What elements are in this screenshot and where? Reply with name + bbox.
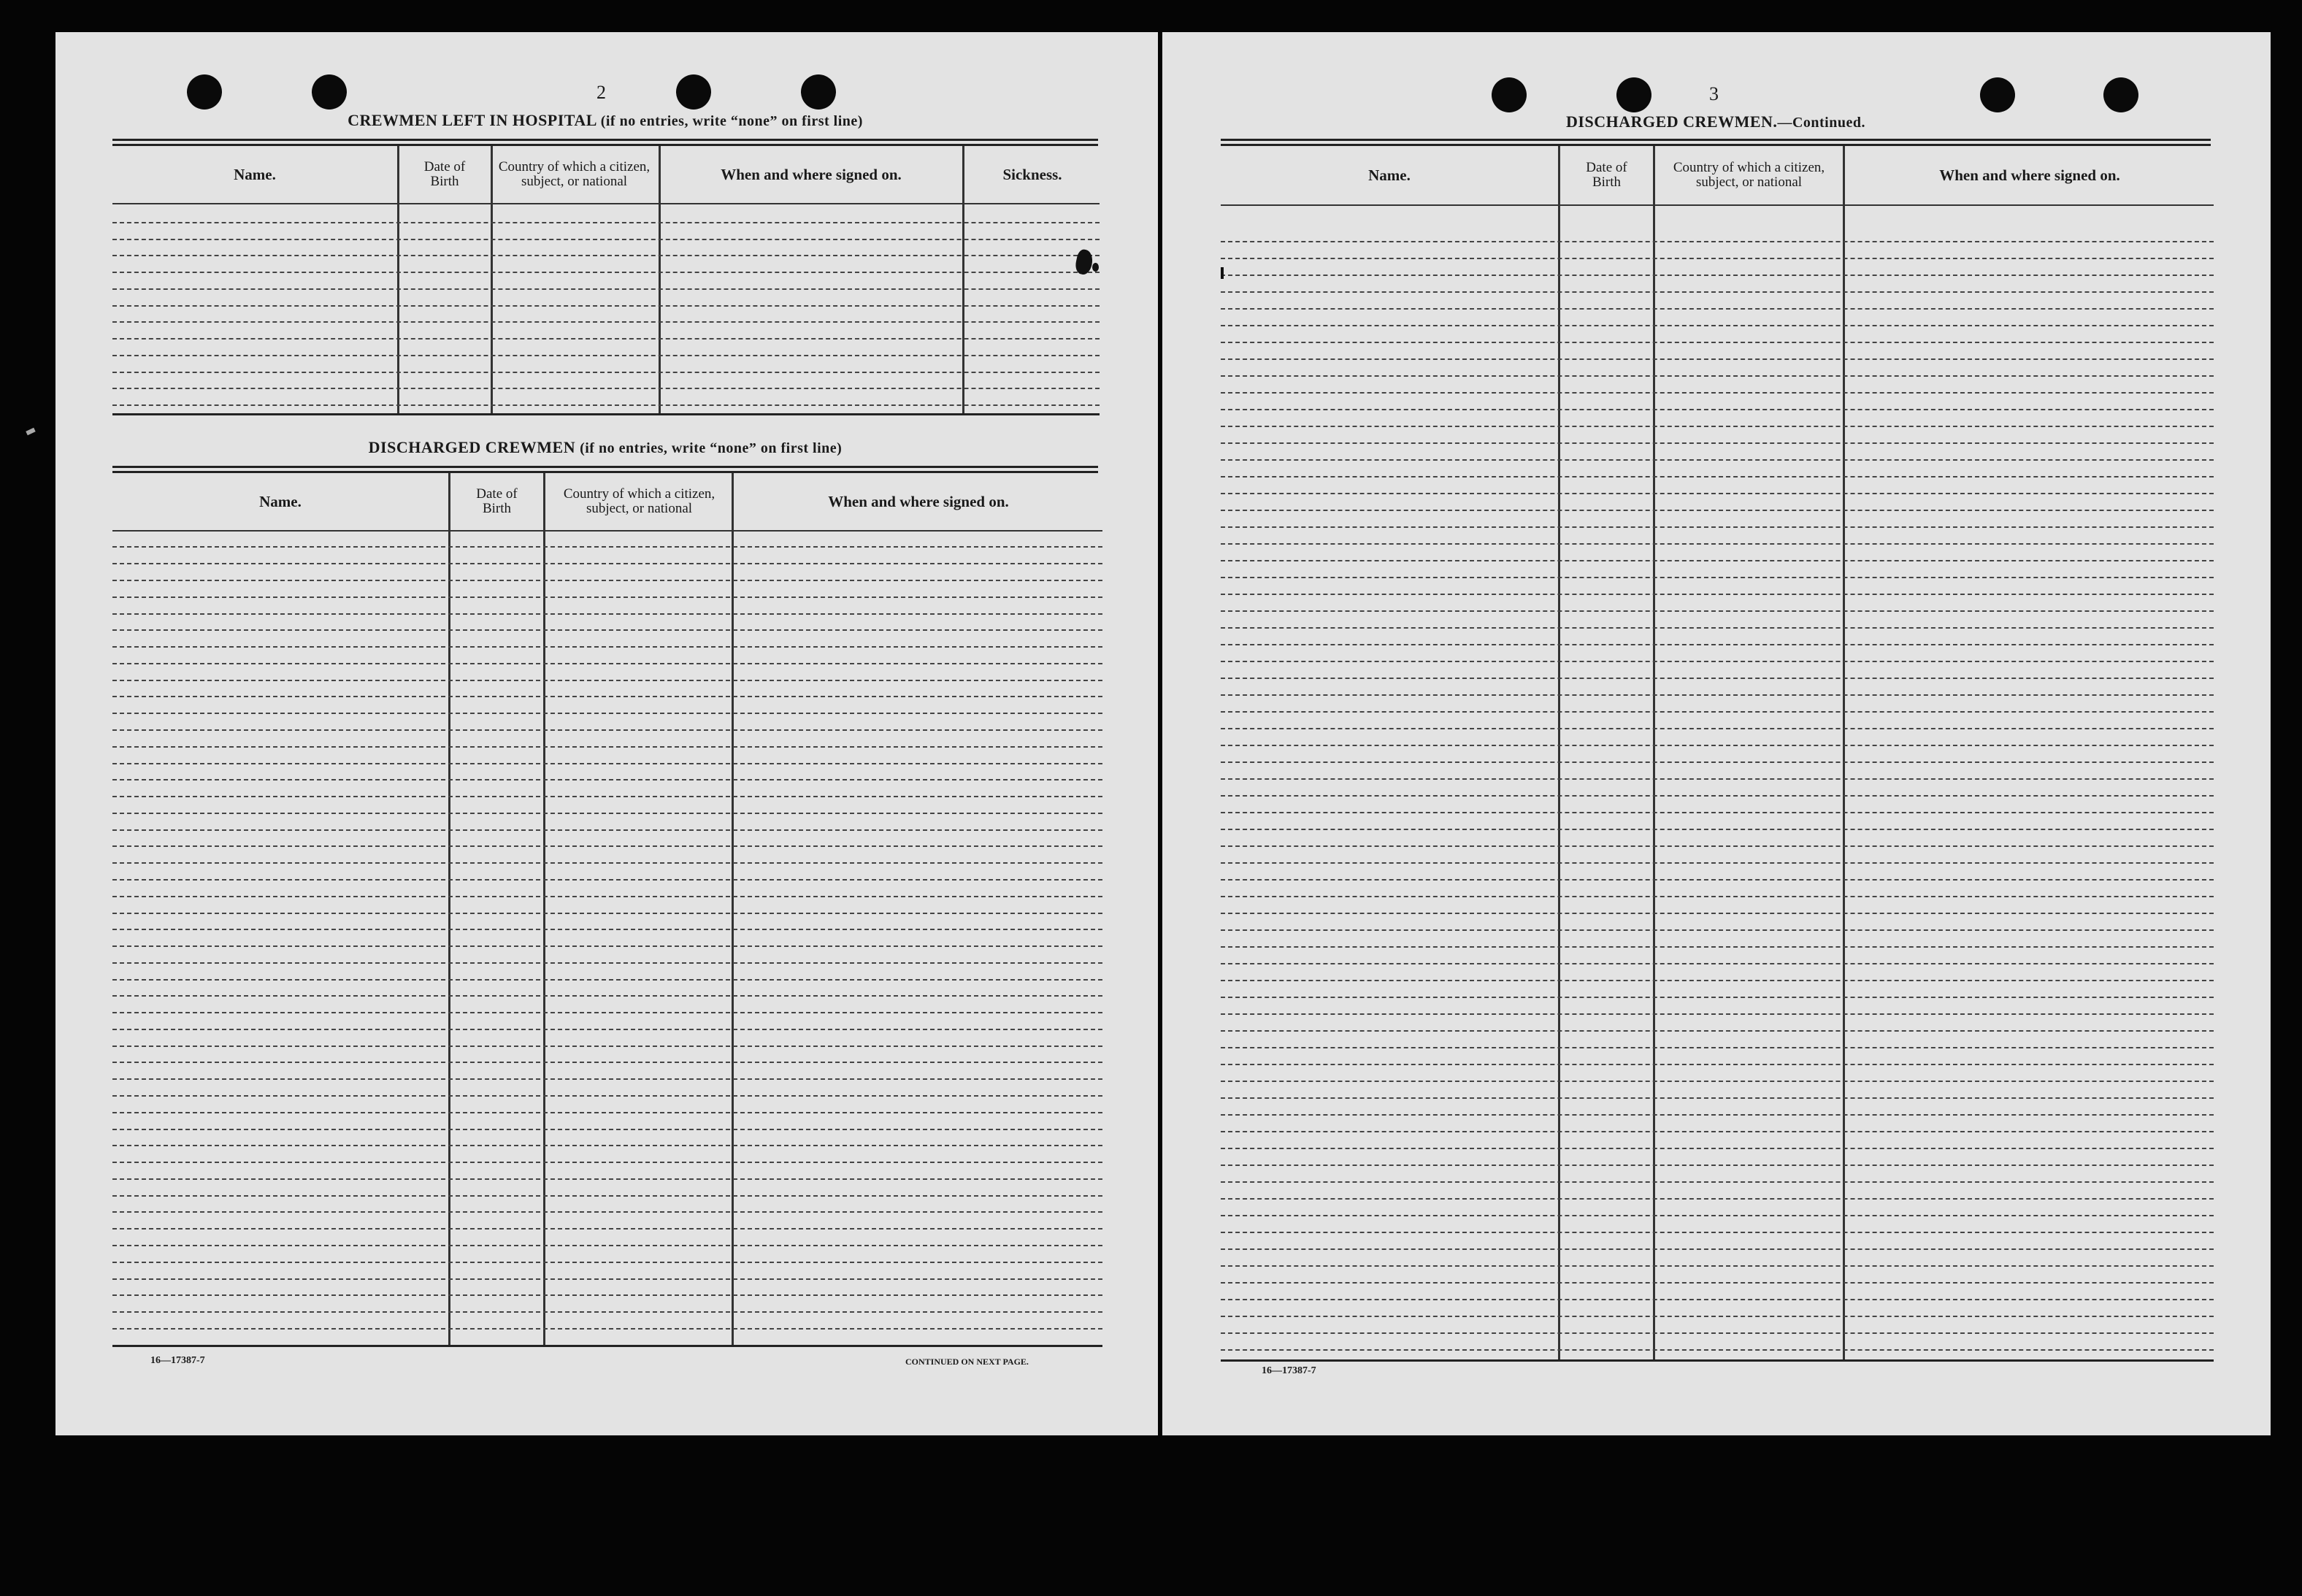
table-row[interactable] — [112, 829, 1102, 831]
table-row[interactable] — [112, 239, 1100, 240]
table-row[interactable] — [112, 404, 1100, 406]
table-row[interactable] — [112, 255, 1100, 256]
table-row[interactable] — [1221, 1165, 2214, 1166]
table-row[interactable] — [112, 321, 1100, 323]
hospital-title: CREWMEN LEFT IN HOSPITAL — [348, 111, 596, 129]
table-row[interactable] — [1221, 661, 2214, 662]
table-row[interactable] — [1221, 1232, 2214, 1233]
table-row[interactable] — [112, 546, 1102, 548]
table-row[interactable] — [1221, 627, 2214, 629]
double-rule — [112, 139, 1098, 146]
discharged-instruction: (if no entries, write “none” on first line) — [580, 440, 843, 456]
table-row[interactable] — [112, 680, 1102, 681]
table-row[interactable] — [1221, 1148, 2214, 1149]
table-row[interactable] — [112, 1294, 1102, 1296]
table-row[interactable] — [1221, 510, 2214, 511]
table-row[interactable] — [112, 962, 1102, 964]
table-row[interactable] — [112, 1195, 1102, 1197]
table-row[interactable] — [112, 338, 1100, 339]
continued-suffix: —Continued. — [1777, 115, 1865, 131]
discharged-continued-title: DISCHARGED CREWMEN. — [1566, 112, 1778, 131]
table-row[interactable] — [1221, 1198, 2214, 1200]
column-header-name: Name. — [1368, 166, 1411, 184]
table-row[interactable] — [1221, 560, 2214, 561]
table-row[interactable] — [1221, 526, 2214, 528]
table-row[interactable] — [112, 1178, 1102, 1180]
hospital-instruction: (if no entries, write “none” on first line) — [600, 113, 863, 129]
table-row[interactable] — [112, 1078, 1102, 1080]
table-row[interactable] — [1221, 795, 2214, 797]
punch-hole — [312, 74, 347, 110]
table-row[interactable] — [1221, 761, 2214, 763]
table-row[interactable] — [1221, 325, 2214, 326]
column-header-country: Country of which a citizen, subject, or national — [498, 159, 651, 189]
table-row[interactable] — [1221, 644, 2214, 645]
table-row[interactable] — [1221, 1282, 2214, 1284]
punch-hole — [676, 74, 711, 110]
column-header-date-of-birth: Date of Birth — [476, 486, 518, 516]
table-row[interactable] — [112, 929, 1102, 930]
table-row[interactable] — [1221, 1097, 2214, 1099]
table-row[interactable] — [112, 779, 1102, 780]
table-row[interactable] — [1221, 778, 2214, 780]
column-header-date-of-birth: Date of Birth — [1586, 160, 1627, 190]
table-row[interactable] — [1221, 1265, 2214, 1267]
table-row[interactable] — [112, 813, 1102, 814]
table-row[interactable] — [1221, 711, 2214, 713]
table-row[interactable] — [1221, 1131, 2214, 1132]
table-row[interactable] — [1221, 1013, 2214, 1015]
table-row[interactable] — [112, 596, 1102, 598]
table-row[interactable] — [1221, 308, 2214, 310]
punch-hole — [1980, 77, 2015, 112]
table-row[interactable] — [1221, 997, 2214, 998]
table-row[interactable] — [1221, 1064, 2214, 1065]
table-row[interactable] — [1221, 1349, 2214, 1351]
table-row[interactable] — [1221, 291, 2214, 293]
table-bottom-rule — [112, 413, 1100, 415]
table-row[interactable] — [1221, 1181, 2214, 1183]
punch-hole — [2103, 77, 2138, 112]
table-row[interactable] — [1221, 913, 2214, 914]
page-number: 2 — [596, 82, 606, 103]
table-row[interactable] — [112, 1311, 1102, 1313]
section-title-discharged-continued — [1221, 112, 2211, 131]
table-bottom-rule — [1221, 1359, 2214, 1362]
double-rule — [112, 466, 1098, 473]
table-row[interactable] — [1221, 1030, 2214, 1032]
table-row[interactable] — [1221, 896, 2214, 897]
table-row[interactable] — [1221, 1114, 2214, 1116]
table-row[interactable] — [1221, 980, 2214, 981]
table-bottom-rule — [112, 1345, 1102, 1347]
column-header-name: Name. — [234, 165, 276, 183]
table-row[interactable] — [1221, 610, 2214, 612]
table-row[interactable] — [112, 862, 1102, 864]
table-row[interactable] — [112, 1129, 1102, 1130]
table-row[interactable] — [112, 879, 1102, 881]
table-row[interactable] — [1221, 342, 2214, 343]
table-row[interactable] — [1221, 358, 2214, 360]
hospital-table — [112, 146, 1100, 415]
table-row[interactable] — [1221, 745, 2214, 746]
table-row[interactable] — [112, 896, 1102, 897]
table-row[interactable] — [1221, 476, 2214, 477]
table-row[interactable] — [112, 979, 1102, 981]
table-row[interactable] — [112, 995, 1102, 997]
table-row[interactable] — [112, 713, 1102, 714]
page-number: 3 — [1709, 83, 1719, 104]
column-header-signed-on: When and where signed on. — [721, 165, 902, 183]
table-row[interactable] — [1221, 963, 2214, 964]
table-row[interactable] — [112, 355, 1100, 356]
table-row[interactable] — [1221, 946, 2214, 948]
table-row[interactable] — [112, 696, 1102, 697]
table-row[interactable] — [112, 1145, 1102, 1146]
table-row[interactable] — [112, 613, 1102, 615]
table-row[interactable] — [1221, 862, 2214, 864]
section-title-hospital — [112, 111, 1098, 130]
table-row[interactable] — [112, 563, 1102, 564]
table-row[interactable] — [112, 372, 1100, 373]
punch-hole — [1616, 77, 1651, 112]
table-row[interactable] — [112, 272, 1100, 273]
table-row[interactable] — [112, 1228, 1102, 1229]
table-row[interactable] — [112, 945, 1102, 947]
column-header-sickness: Sickness. — [1002, 165, 1062, 183]
column-header-signed-on: When and where signed on. — [828, 492, 1009, 510]
section-title-discharged — [112, 438, 1098, 457]
table-row[interactable] — [1221, 258, 2214, 259]
table-row[interactable] — [1221, 1332, 2214, 1334]
table-row[interactable] — [1221, 845, 2214, 847]
table-row[interactable] — [112, 1278, 1102, 1280]
table-row[interactable] — [112, 1062, 1102, 1063]
table-row[interactable] — [112, 222, 1100, 223]
table-row[interactable] — [1221, 879, 2214, 881]
punch-hole — [801, 74, 836, 110]
table-row[interactable] — [112, 1245, 1102, 1246]
discharged-table — [112, 473, 1102, 1346]
ink-mark — [1221, 267, 1224, 279]
table-row[interactable] — [112, 629, 1102, 631]
column-header-signed-on: When and where signed on. — [1939, 166, 2120, 184]
table-row[interactable] — [1221, 426, 2214, 427]
table-row[interactable] — [112, 663, 1102, 664]
table-row[interactable] — [112, 288, 1100, 290]
table-row[interactable] — [1221, 1248, 2214, 1250]
table-row[interactable] — [1221, 1215, 2214, 1216]
table-row[interactable] — [1221, 241, 2214, 242]
table-row[interactable] — [1221, 812, 2214, 813]
table-row[interactable] — [112, 646, 1102, 648]
table-row[interactable] — [1221, 678, 2214, 679]
row-lines — [112, 473, 1102, 1346]
table-row[interactable] — [1221, 1081, 2214, 1082]
table-row[interactable] — [112, 796, 1102, 797]
table-row[interactable] — [1221, 1047, 2214, 1048]
table-row[interactable] — [112, 1012, 1102, 1013]
table-row[interactable] — [1221, 493, 2214, 494]
table-row[interactable] — [112, 913, 1102, 914]
table-row[interactable] — [112, 1211, 1102, 1213]
table-row[interactable] — [112, 1095, 1102, 1097]
table-row[interactable] — [1221, 728, 2214, 729]
table-row[interactable] — [1221, 594, 2214, 595]
ink-mark — [26, 428, 35, 436]
row-lines — [1221, 146, 2214, 1361]
column-header-country: Country of which a citizen, subject, or national — [1673, 160, 1825, 190]
punch-hole — [1492, 77, 1527, 112]
table-row[interactable] — [112, 1162, 1102, 1163]
table-row[interactable] — [1221, 577, 2214, 578]
ink-mark — [1092, 263, 1099, 272]
table-row[interactable] — [112, 845, 1102, 847]
table-row[interactable] — [1221, 829, 2214, 830]
table-row[interactable] — [1221, 1316, 2214, 1317]
form-number: 16—17387-7 — [1262, 1365, 1316, 1376]
double-rule — [1221, 139, 2211, 146]
table-row[interactable] — [112, 388, 1100, 389]
table-row[interactable] — [112, 1046, 1102, 1047]
table-row[interactable] — [112, 580, 1102, 581]
table-row[interactable] — [1221, 392, 2214, 394]
table-row[interactable] — [1221, 929, 2214, 931]
form-number: 16—17387-7 — [150, 1355, 205, 1366]
table-row[interactable] — [1221, 543, 2214, 545]
discharged-title: DISCHARGED CREWMEN — [368, 438, 576, 456]
table-row[interactable] — [112, 746, 1102, 748]
table-row[interactable] — [112, 729, 1102, 731]
table-row[interactable] — [112, 305, 1100, 307]
table-row[interactable] — [112, 1112, 1102, 1113]
table-row[interactable] — [112, 1262, 1102, 1263]
table-row[interactable] — [112, 1029, 1102, 1030]
column-header-name: Name. — [259, 492, 302, 510]
column-header-country: Country of which a citizen, subject, or national — [563, 486, 715, 516]
punch-hole — [187, 74, 222, 110]
discharged-continued-table — [1221, 146, 2214, 1361]
table-row[interactable] — [1221, 1299, 2214, 1300]
continued-note: CONTINUED ON NEXT PAGE. — [905, 1357, 1029, 1367]
table-row[interactable] — [1221, 375, 2214, 377]
column-header-date-of-birth: Date of Birth — [423, 159, 466, 189]
table-row[interactable] — [1221, 694, 2214, 696]
table-row[interactable] — [1221, 275, 2214, 276]
table-row[interactable] — [112, 763, 1102, 764]
table-row[interactable] — [112, 1328, 1102, 1330]
table-row[interactable] — [1221, 442, 2214, 444]
row-lines — [112, 146, 1100, 415]
table-row[interactable] — [1221, 459, 2214, 461]
table-row[interactable] — [1221, 409, 2214, 410]
